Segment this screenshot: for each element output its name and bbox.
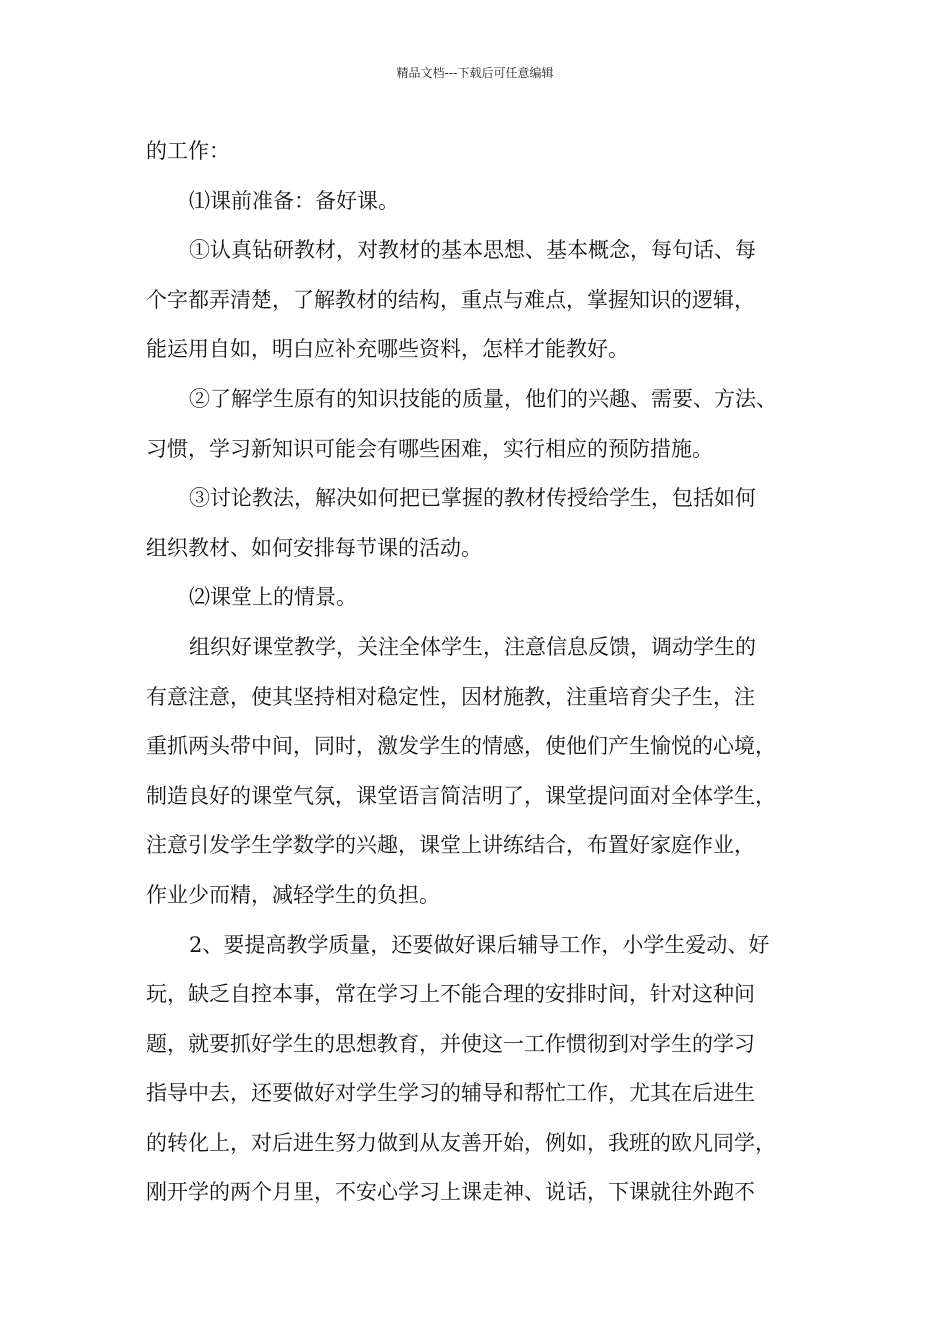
text-line: 玩，缺乏自控本事，常在学习上不能合理的安排时间，针对这种问 [146, 982, 755, 1007]
text-line: ⑵课堂上的情景。 [189, 585, 357, 610]
text-line: 有意注意，使其坚持相对稳定性，因材施教，注重培育尖子生，注 [146, 684, 755, 709]
text-line: ③讨论教法，解决如何把已掌握的教材传授给学生，包括如何 [189, 486, 756, 511]
text-line: 题，就要抓好学生的思想教育，并使这一工作惯彻到对学生的学习 [146, 1031, 755, 1056]
text-line: 习惯，学习新知识可能会有哪些困难，实行相应的预防措施。 [146, 436, 713, 461]
text-line: 的转化上，对后进生努力做到从友善开始，例如，我班的欧凡同学， [146, 1130, 776, 1155]
text-line: 2、要提高教学质量，还要做好课后辅导工作，小学生爱动、好 [189, 932, 770, 957]
text-line: 指导中去，还要做好对学生学习的辅导和帮忙工作，尤其在后进生 [146, 1081, 755, 1106]
text-line: 注意引发学生学数学的兴趣，课堂上讲练结合，布置好家庭作业， [146, 833, 755, 858]
text-line: 作业少而精，减轻学生的负担。 [146, 882, 440, 907]
text-line: 个字都弄清楚，了解教材的结构，重点与难点，掌握知识的逻辑， [146, 287, 755, 312]
text-line: 的工作： [146, 139, 230, 163]
page-header: 精品文档---下载后可任意编辑 [396, 66, 554, 80]
text-line: 组织好课堂教学，关注全体学生，注意信息反馈，调动学生的 [189, 634, 756, 659]
text-line: ②了解学生原有的知识技能的质量，他们的兴趣、需要、方法、 [189, 386, 777, 411]
text-line: 组织教材、如何安排每节课的活动。 [146, 535, 482, 560]
text-line: 重抓两头带中间，同时，激发学生的情感，使他们产生愉悦的心境， [146, 734, 776, 759]
text-line: ①认真钻研教材，对教材的基本思想、基本概念，每句话、每 [189, 238, 756, 263]
text-line: 制造良好的课堂气氛，课堂语言简洁明了，课堂提问面对全体学生， [146, 783, 776, 808]
text-line: 刚开学的两个月里，不安心学习上课走神、说话，下课就往外跑不 [146, 1180, 755, 1205]
text-line: ⑴课前准备：备好课。 [189, 188, 399, 213]
text-line: 能运用自如，明白应补充哪些资料，怎样才能教好。 [146, 337, 629, 362]
document-body [146, 131, 826, 1222]
